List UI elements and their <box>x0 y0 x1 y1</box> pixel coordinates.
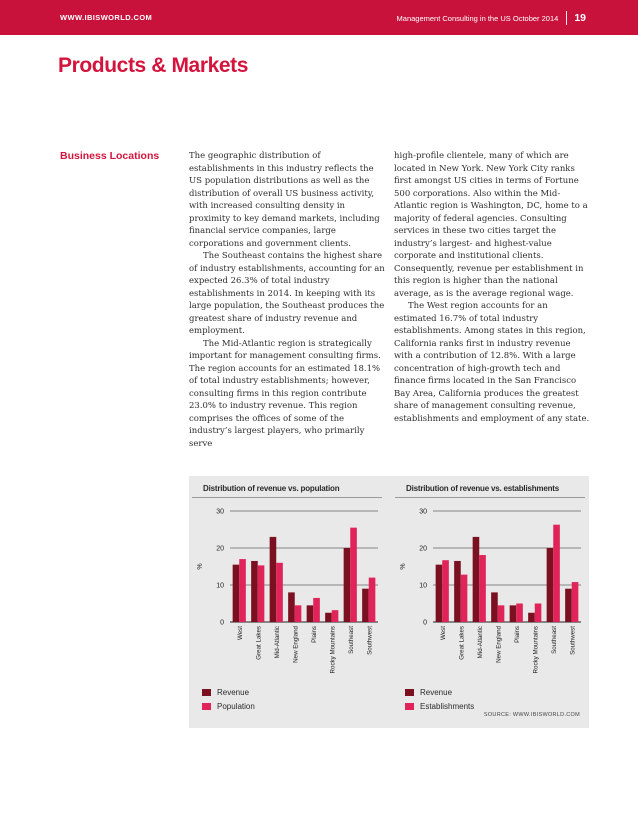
paragraph: The Southeast contains the highest share of industry establishments, accounting for an expected 26.3% of total industry establishments in 2014. In keeping with its large population, the Southeast produces the greatest share of industry revenue and employment. <box>189 251 385 336</box>
x-tick-label: Southeast <box>550 626 558 654</box>
y-tick-label: 10 <box>419 582 427 590</box>
header-divider <box>566 11 567 25</box>
legend-item-revenue <box>405 685 474 699</box>
bar-population <box>313 598 320 622</box>
bar-population <box>369 578 376 622</box>
y-tick-label: 30 <box>419 508 427 516</box>
bar-establishments <box>516 604 523 623</box>
y-axis-label: % <box>197 563 204 570</box>
bar-revenue <box>528 613 535 622</box>
legend-label: Revenue <box>217 687 250 697</box>
x-tick-label: Southwest <box>569 626 577 655</box>
legend-label: Population <box>217 701 255 711</box>
bar-establishments <box>572 582 579 622</box>
x-tick-label: Southwest <box>366 626 374 655</box>
bar-establishments <box>479 555 486 622</box>
bar-revenue <box>344 548 351 622</box>
header-bar <box>0 0 638 35</box>
bar-establishments <box>553 525 560 622</box>
x-tick-label: Rocky Mountains <box>329 626 337 674</box>
legend-swatch-population <box>202 703 211 710</box>
paragraph: high-profile clientele, many of which are located in New York. New York City ranks first amongst US cities in terms of Fortune 500 corporations. Also within the Mid-Atlantic region is Washington, DC, home to a majority of federal agencies. Consulting services in these two cities target the industry’s largest- and highest-value corporate and institutional clients. Consequently, revenue per establishment in this region is higher than the national average, as is the average regional wage. <box>394 151 588 299</box>
bar-revenue <box>325 613 332 622</box>
bar-population <box>295 605 302 622</box>
report-title: Management Consulting in the US <box>396 13 511 23</box>
bar-revenue <box>473 537 480 622</box>
x-tick-label: West <box>236 626 244 640</box>
bar-revenue <box>565 589 572 622</box>
x-tick-label: Rocky Mountains <box>532 626 540 674</box>
bar-establishments <box>498 605 505 622</box>
page-number: 19 <box>574 12 586 24</box>
legend-label: Establishments <box>420 701 475 711</box>
bar-population <box>276 563 283 622</box>
bar-establishments <box>535 604 542 623</box>
y-tick-label: 20 <box>419 545 427 553</box>
header-info <box>397 11 586 25</box>
legend-swatch-establishments <box>405 703 414 710</box>
chart-revenue-vs-population <box>192 476 382 728</box>
report-date: October 2014 <box>512 13 559 23</box>
bar-revenue <box>454 561 461 622</box>
y-tick-label: 0 <box>423 619 427 627</box>
x-tick-label: New England <box>495 626 503 663</box>
paragraph: The Mid-Atlantic region is strategically important for management consulting firms. The region accounts for an estimated 18.1% of total industry establishments; however, consulting firms in this region contribute 23.0% to industry revenue. This region comprises the offices of some of the industry’s largest players, who primarily serve <box>189 338 381 449</box>
legend-swatch-revenue <box>405 689 414 696</box>
y-tick-label: 20 <box>216 545 224 553</box>
bar-revenue <box>251 561 258 622</box>
legend-item-revenue <box>202 685 255 699</box>
chart-legend <box>202 685 255 713</box>
legend-item-establishments <box>405 699 474 713</box>
website-link[interactable]: WWW.IBISWORLD.COM <box>60 13 153 22</box>
legend-label: Revenue <box>420 687 453 697</box>
legend-swatch-revenue <box>202 689 211 696</box>
bar-revenue <box>270 537 277 622</box>
y-axis-label: % <box>400 563 407 570</box>
bar-revenue <box>510 605 517 622</box>
bar-revenue <box>547 548 554 622</box>
bar-establishments <box>442 560 449 622</box>
x-tick-label: Great Lakes <box>458 626 466 660</box>
chart-svg <box>395 476 585 676</box>
bar-revenue <box>362 589 369 622</box>
y-tick-label: 0 <box>220 619 224 627</box>
side-label: Business Locations <box>60 150 160 162</box>
bar-revenue <box>233 565 240 622</box>
bar-population <box>332 610 339 622</box>
y-tick-label: 10 <box>216 582 224 590</box>
bar-population <box>239 559 246 622</box>
x-tick-label: Great Lakes <box>255 626 263 660</box>
x-tick-label: West <box>439 626 447 640</box>
bar-population <box>350 528 357 622</box>
x-tick-label: Plains <box>513 626 521 643</box>
x-tick-label: New England <box>292 626 300 663</box>
chart-svg <box>192 476 382 676</box>
legend-item-population <box>202 699 255 713</box>
chart-legend <box>405 685 474 713</box>
source-note: SOURCE: WWW.IBISWORLD.COM <box>483 712 580 718</box>
bar-establishments <box>461 575 468 622</box>
chart-title: Distribution of revenue vs. population <box>203 484 340 493</box>
chart-revenue-vs-establishments <box>395 476 585 728</box>
bar-revenue <box>307 605 314 622</box>
x-tick-label: Mid-Atlantic <box>476 626 484 659</box>
section-title: Products & Markets <box>58 54 249 77</box>
bar-population <box>258 565 265 622</box>
x-tick-label: Mid-Atlantic <box>273 626 281 659</box>
paragraph: The West region accounts for an estimated 16.7% of total industry establishments. Among states in this region, California ranks first in industry revenue with a contribution of 12.8%. With a large concentration of high-growth tech and finance firms located in the San Francisco Bay Area, California produces the greatest share of management consulting revenue, establishments and employment of any state. <box>394 301 590 424</box>
bar-revenue <box>436 565 443 622</box>
x-tick-label: Plains <box>310 626 318 643</box>
x-tick-label: Southeast <box>347 626 355 654</box>
bar-revenue <box>491 592 498 622</box>
body-column-2 <box>394 150 592 425</box>
chart-title: Distribution of revenue vs. establishments <box>406 484 559 493</box>
y-tick-label: 30 <box>216 508 224 516</box>
bar-revenue <box>288 592 295 622</box>
body-column-1 <box>189 150 387 450</box>
paragraph: The geographic distribution of establishments in this industry reflects the US population distributions as well as the distribution of overall US business activity, with increased consulting density in proximity to key demand markets, including financial service companies, large corporations and government clients. <box>189 151 380 249</box>
